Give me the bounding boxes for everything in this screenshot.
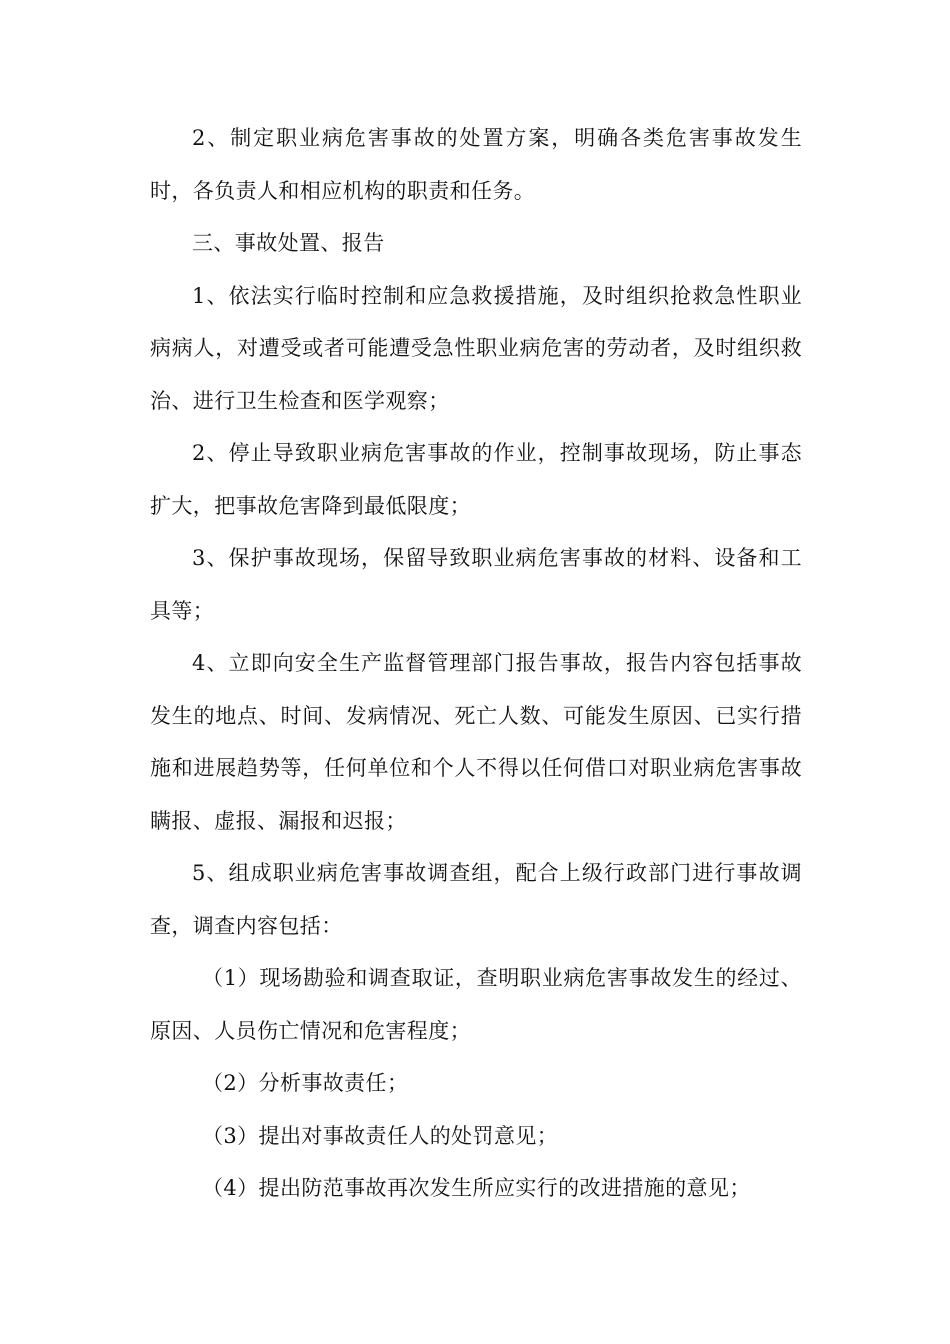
- section-heading-3: 三、事故处置、报告: [192, 231, 385, 255]
- sub-item-2-responsibility: （2）分析事故责任；: [202, 1071, 409, 1095]
- paragraph-item-1-emergency: 1、依法实行临时控制和应急救援措施，及时组织抢救急性职业病病人，对遭受或者可能遭受急性职业病危害的劳动者，及时组织救治、进行卫生检查和医学观察；: [150, 283, 802, 413]
- paragraph-item-3-protect-scene: 3、保护事故现场，保留导致职业病危害事故的材料、设备和工具等；: [150, 546, 802, 623]
- paragraph-item-2-stop-work: 2、停止导致职业病危害事故的作业，控制事故现场，防止事态扩大，把事故危害降到最低限度；: [150, 441, 802, 518]
- sub-item-4-prevention: （4）提出防范事故再次发生所应实行的改进措施的意见；: [202, 1176, 751, 1200]
- document-body: [150, 112, 802, 1215]
- paragraph-item-5-investigation: 5、组成职业病危害事故调查组，配合上级行政部门进行事故调查，调查内容包括：: [150, 861, 802, 938]
- paragraph-item-2-plan: 2、制定职业病危害事故的处置方案，明确各类危害事故发生时，各负责人和相应机构的职责和任务。: [150, 126, 802, 203]
- sub-item-3-penalty: （3）提出对事故责任人的处罚意见；: [202, 1123, 559, 1148]
- sub-item-1-site-survey: （1）现场勘验和调查取证，查明职业病危害事故发生的经过、原因、人员伤亡情况和危害程度；: [150, 966, 802, 1043]
- paragraph-item-4-report: 4、立即向安全生产监督管理部门报告事故，报告内容包括事故发生的地点、时间、发病情况、死亡人数、可能发生原因、已实行措施和进展趋势等，任何单位和个人不得以任何借口对职业病危害事故瞒报、虚报、漏报和迟报；: [150, 651, 802, 833]
